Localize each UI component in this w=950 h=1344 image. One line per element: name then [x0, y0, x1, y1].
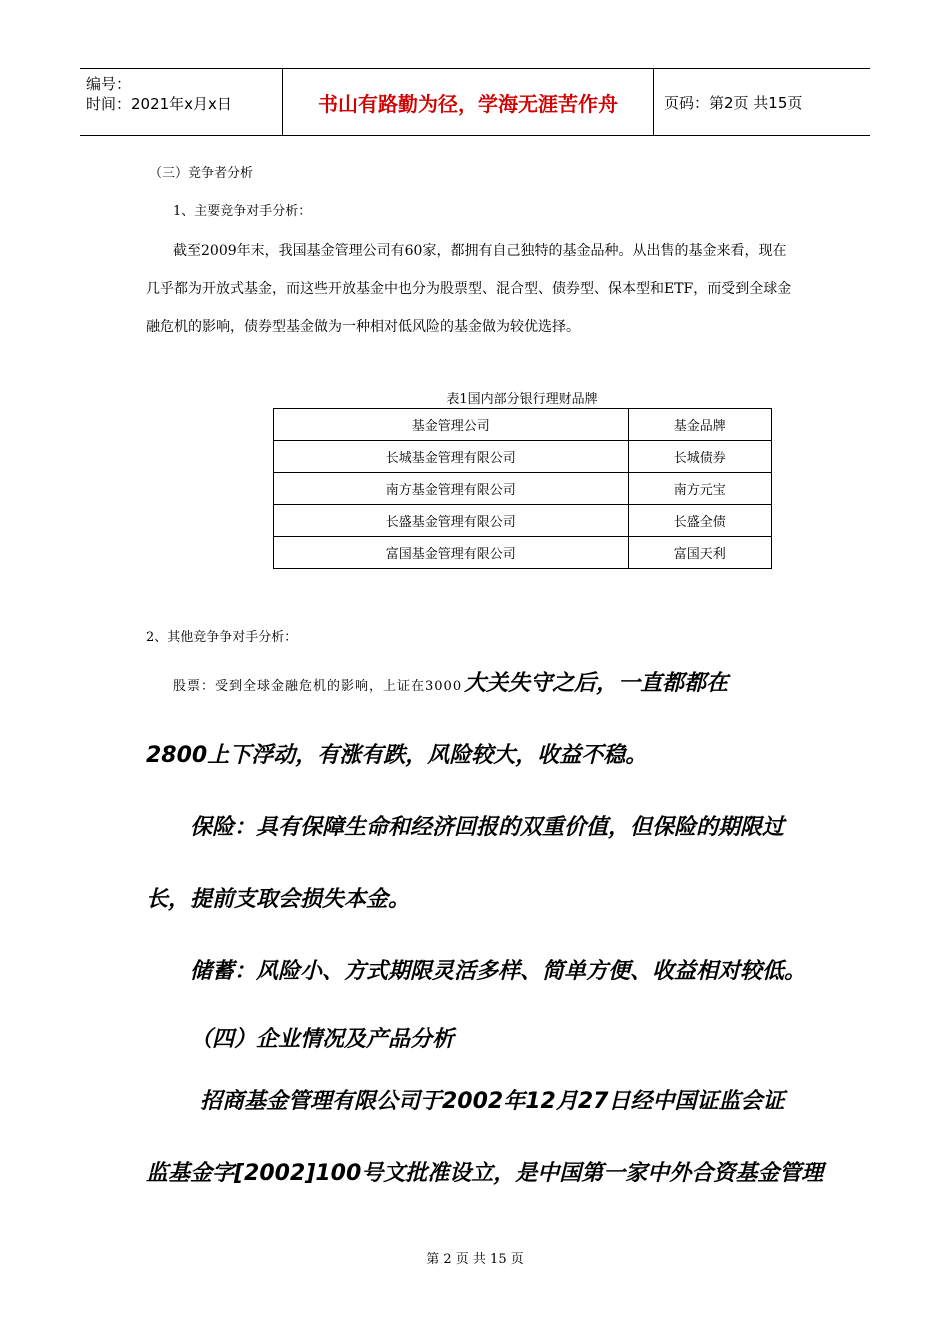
- header-number: 编号：: [86, 75, 132, 93]
- table-cell-company: 富国基金管理有限公司: [274, 537, 629, 569]
- section4-line-2: 监基金字[2002]100号文批准设立，是中国第一家中外合资基金管理: [146, 1161, 824, 1186]
- table-header-company: 基金管理公司: [274, 409, 629, 441]
- table-cell-company: 长盛基金管理有限公司: [274, 505, 629, 537]
- section3-sub1: 1、主要竞争对手分析：: [173, 204, 312, 219]
- table-row: [274, 505, 772, 537]
- stock-small-text: 股票：受到全球金融危机的影响，上证在3000: [173, 679, 463, 694]
- table-row: [274, 441, 772, 473]
- header-page-info: 页码：第2页 共15页: [664, 93, 803, 112]
- table-header-brand: 基金品牌: [628, 409, 771, 441]
- section3-title: （三）竞争者分析: [149, 166, 254, 181]
- header-motto: 书山有路勤为径，学海无涯苦作舟: [282, 69, 654, 135]
- section-other-sub2: 2、其他竞争争对手分析：: [146, 630, 298, 645]
- header-time: 时间：2021年x月x日: [86, 95, 232, 113]
- table-cell-company: 长城基金管理有限公司: [274, 441, 629, 473]
- stock-line-2: 2800上下浮动，有涨有跌，风险较大，收益不稳。: [146, 743, 648, 768]
- table-cell-brand: 长盛全债: [628, 505, 771, 537]
- stock-line-1: [173, 666, 728, 697]
- table-row: [274, 537, 772, 569]
- table-row: [274, 473, 772, 505]
- table-cell-brand: 富国天利: [628, 537, 771, 569]
- header-meta: [80, 69, 282, 135]
- table-caption: 表1国内部分银行理财品牌: [446, 392, 598, 407]
- page-header: [80, 68, 870, 136]
- table-cell-company: 南方基金管理有限公司: [274, 473, 629, 505]
- insurance-line-1: 保险：具有保障生命和经济回报的双重价值，但保险的期限过: [190, 815, 785, 840]
- para-line-2: 几乎都为开放式基金，而这些开放基金中也分为股票型、混合型、债券型、保本型和ETF，而受到全球金: [146, 281, 792, 297]
- stock-big-text: 大关失守之后，一直都都在: [464, 671, 729, 696]
- table-header-row: [274, 409, 772, 441]
- para-line-1: 截至2009年末，我国基金管理公司有60家，都拥有自己独特的基金品种。从出售的基金来看，现在: [173, 243, 787, 259]
- table-cell-brand: 南方元宝: [628, 473, 771, 505]
- section4-title: （四）企业情况及产品分析: [190, 1027, 455, 1052]
- brand-table: [273, 408, 772, 569]
- para-line-3: 融危机的影响，债券型基金做为一种相对低风险的基金做为较优选择。: [146, 319, 580, 335]
- table-cell-brand: 长城债券: [628, 441, 771, 473]
- savings-line: 储蓄：风险小、方式期限灵活多样、简单方便、收益相对较低。: [190, 959, 807, 984]
- section4-line-1: 招商基金管理有限公司于2002年12月27日经中国证监会证: [200, 1089, 785, 1114]
- page-footer: 第 2 页 共 15 页: [426, 1252, 524, 1267]
- insurance-line-2: 长，提前支取会损失本金。: [146, 887, 411, 912]
